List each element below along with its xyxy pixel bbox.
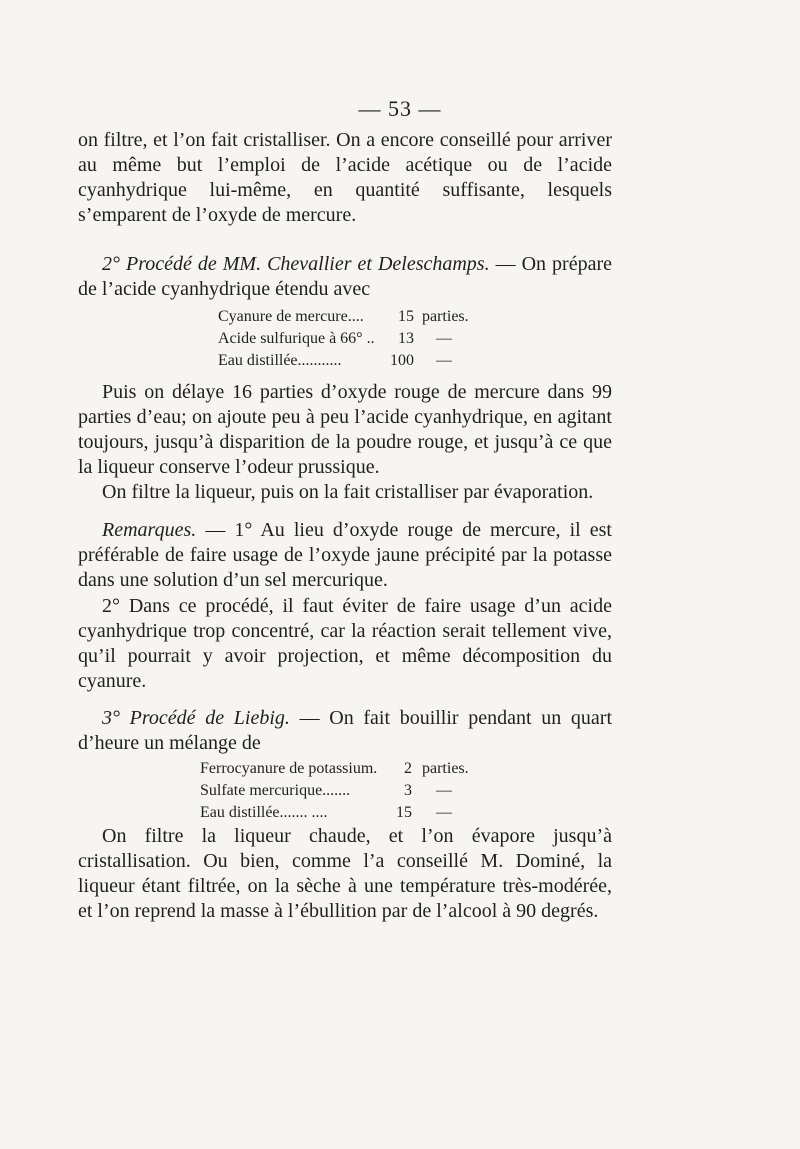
paragraph-6 (78, 594, 612, 694)
paragraph-2-text (78, 252, 612, 302)
table-row (200, 780, 500, 802)
paragraph-4 (78, 480, 612, 505)
paragraph-5 (78, 518, 612, 593)
ingredients-table-1 (218, 306, 478, 372)
paragraph-2 (78, 252, 612, 302)
table-row (218, 328, 478, 350)
paragraph-4-text: On filtre la liqueur, puis on la fait cristalliser par évaporation. (102, 481, 594, 503)
remarks-text: — 1° Au lieu d’oxyde rouge de mercure, il est préférable de faire usage de l’oxyde jaune précipité par la potasse dans une solution d’un sel mercurique. (78, 519, 612, 591)
ingredient-name: Sulfate mercurique....... (200, 782, 351, 799)
paragraph-7-text (78, 706, 612, 756)
procedure-3-heading: 3° Procédé de Liebig. (102, 707, 290, 729)
paragraph-5-text (78, 518, 612, 593)
paragraph-8-text: On filtre la liqueur chaude, et l’on évapore jusqu’à cristallisation. Ou bien, comme l’a conseillé M. Dominé, la liqueur étant filtrée, on la sèche à une température très-modérée, et l’on reprend la masse à l’ébullition par de l’alcool à 90 degrés. (78, 825, 612, 922)
ingredient-name: Eau distillée....... .... (200, 804, 328, 821)
paragraph-3 (78, 380, 612, 480)
procedure-2-heading: 2° Procédé de MM. Chevallier et Deleschamps. (102, 253, 490, 275)
paragraph-6-text: 2° Dans ce procédé, il faut éviter de faire usage d’un acide cyanhydrique trop concentré, car la réaction serait tellement vive, qu’il pourrait y avoir projection, et même décomposition du cyanure. (78, 595, 612, 692)
ingredient-name: Ferrocyanure de potassium. (200, 760, 378, 777)
table-row (200, 802, 500, 824)
ingredient-name: Eau distillée........... (218, 352, 342, 369)
remarks-heading: Remarques. (102, 519, 197, 541)
ingredient-quantity: 15 (398, 308, 414, 325)
ingredient-unit: parties. (422, 308, 469, 325)
ingredient-unit: — (436, 352, 452, 369)
ingredient-quantity: 13 (398, 330, 414, 347)
ingredients-table-2 (200, 758, 500, 824)
ingredient-quantity: 15 (396, 804, 412, 821)
ingredient-name: Acide sulfurique à 66° .. (218, 330, 375, 347)
table-row (200, 758, 500, 780)
paragraph-8 (78, 824, 612, 924)
ingredient-quantity: 2 (404, 760, 412, 777)
paragraph-3-text: Puis on délaye 16 parties d’oxyde rouge de mercure dans 99 parties d’eau; on ajoute peu à peu l’acide cyanhydrique, en agitant toujours, jusqu’à disparition de la poudre rouge, et jusqu’à ce que la liqueur conserve l’odeur prussique. (78, 381, 612, 478)
ingredient-name: Cyanure de mercure.... (218, 308, 364, 325)
procedure-3-text: — On fait bouillir pendant un quart d’heure un mélange de (78, 707, 612, 754)
paragraph-1-text: on filtre, et l’on fait cristalliser. On a encore conseillé pour arriver au même but l’emploi de l’acide acétique ou de l’acide cyanhydrique lui-même, en quantité suffisante, lesquels s’emparent de l’oxyde de mercure. (78, 129, 612, 226)
procedure-2-text: — On prépare de l’acide cyanhydrique étendu avec (78, 253, 612, 300)
ingredient-unit: — (436, 330, 452, 347)
paragraph-7 (78, 706, 612, 756)
ingredient-unit: — (436, 782, 452, 799)
ingredient-quantity: 3 (404, 782, 412, 799)
ingredient-unit: — (436, 804, 452, 821)
table-row (218, 350, 478, 372)
table-row (218, 306, 478, 328)
ingredient-unit: parties. (422, 760, 469, 777)
ingredient-quantity: 100 (390, 352, 414, 369)
page-number: — 53 — (358, 96, 442, 121)
paragraph-1 (78, 128, 612, 228)
